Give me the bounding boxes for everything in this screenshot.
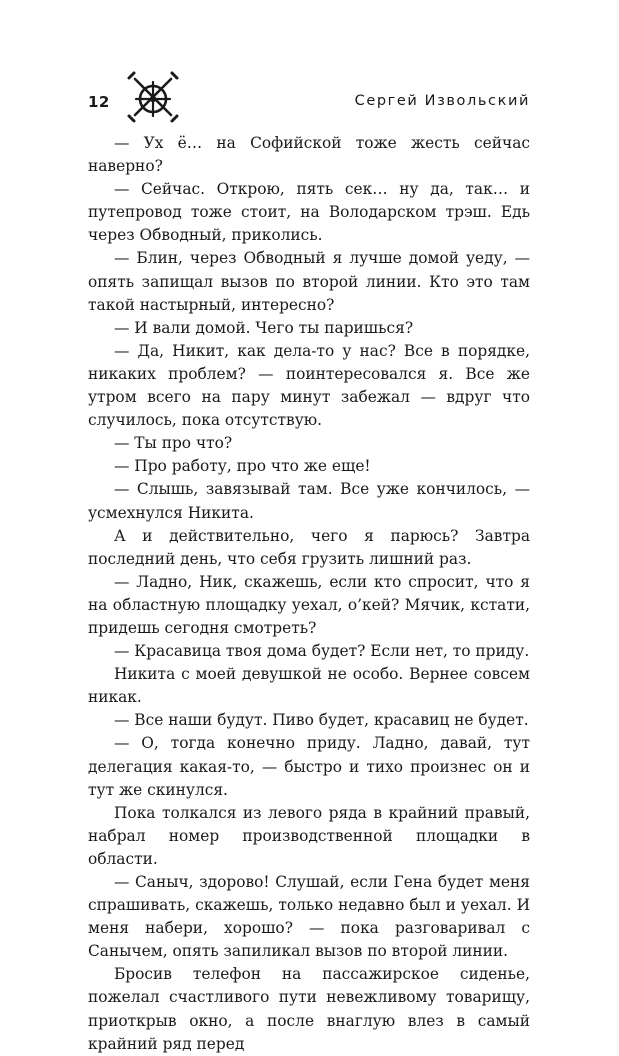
paragraph: — Ты про что?	[114, 434, 233, 453]
paragraph: Никита с моей девушкой не особо. Вернее совсем никак.	[88, 665, 530, 707]
paragraph: — Ладно, Ник, скажешь, если кто спросит, что я на областную площадку уехал, о’кей? Мячик, кстати, придешь сегодня смотреть?	[88, 572, 530, 637]
paragraph: — Ух ё… на Софийской тоже жесть сейчас наверно?	[88, 134, 530, 176]
page-header	[88, 68, 530, 126]
paragraph: А и действительно, чего я парюсь? Завтра последний день, что себя грузить лишний раз.	[88, 526, 530, 568]
paragraph: — Блин, через Обводный я лучше домой уеду, — опять запищал вызов по второй линии. Кто это там такой настырный, интересно?	[88, 249, 530, 314]
paragraph: Пока толкался из левого ряда в крайний правый, набрал номер производственной площадки в области.	[88, 803, 530, 868]
author-name: Сергей Извольский	[354, 93, 530, 109]
paragraph: — Да, Никит, как дела-то у нас? Все в порядке, никаких проблем? — поинтересовался я. Все же утром всего на пару минут забежал — вдруг что случилось, пока отсутствую.	[88, 341, 530, 430]
paragraph: Бросив телефон на пассажирское сиденье, пожелал счастливого пути невежливому товарищу, приоткрыв окно, а после внаглую влез в самый крайний ряд перед	[88, 965, 530, 1053]
paragraph: — Красавица твоя дома будет? Если нет, то приду.	[114, 642, 530, 661]
page-number: 12	[88, 93, 110, 111]
crossed-swords-crosshair-icon	[124, 68, 182, 126]
paragraph: — Саныч, здорово! Слушай, если Гена будет меня спрашивать, скажешь, только недавно был и уехал. И меня набери, хорошо? — пока разговаривал с Санычем, опять запиликал вызов по второй линии.	[88, 873, 530, 961]
paragraph: — И вали домой. Чего ты паришься?	[114, 318, 414, 337]
paragraph: — Все наши будут. Пиво будет, красавиц не будет.	[114, 711, 529, 730]
paragraph: — Про работу, про что же еще!	[114, 457, 371, 476]
paragraph: — Сейчас. Открою, пять сек… ну да, так… и путепровод тоже стоит, на Володарском трэш. Едь через Обводный, приколись.	[88, 180, 530, 245]
paragraph: — Слышь, завязывай там. Все уже кончилось, — усмехнулся Никита.	[88, 480, 530, 522]
body-text	[88, 132, 530, 1056]
paragraph: — О, тогда конечно приду. Ладно, давай, тут делегация какая-то, — быстро и тихо произнес он и тут же скинулся.	[88, 734, 530, 799]
